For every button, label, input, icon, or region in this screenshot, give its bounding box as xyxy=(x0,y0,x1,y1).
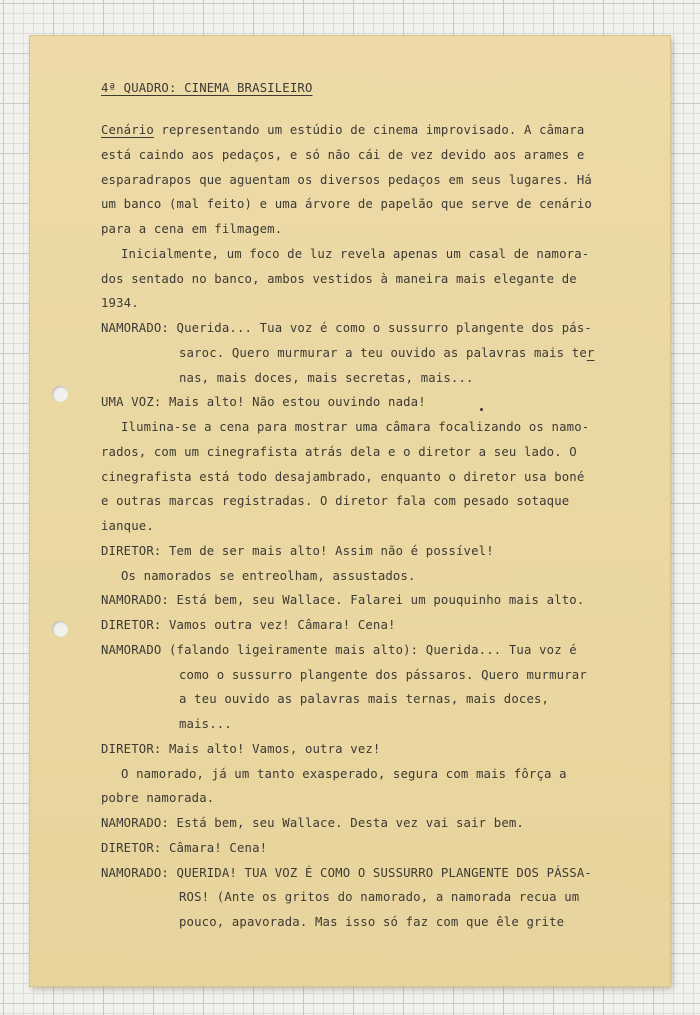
dialogue-line: NAMORADO (falando ligeiramente mais alto): Querida... Tua voz é xyxy=(101,643,577,657)
dialogue-line: mais... xyxy=(179,717,232,731)
dialogue-line: pouco, apavorada. Mas isso só faz com que êle grite xyxy=(179,915,565,929)
text-line: 1934. xyxy=(101,296,139,310)
dialogue-line: a teu ouvido as palavras mais ternas, mais doces, xyxy=(179,692,550,706)
text-line: para a cena em filmagem. xyxy=(101,222,283,236)
stage-direction: O namorado, já um tanto exasperado, segura com mais fôrça a xyxy=(121,767,567,781)
text-line: está caindo aos pedaços, e só não cái de vez devido aos arames e xyxy=(101,148,585,162)
text-line: Cenário representando um estúdio de cinema improvisado. A câmara xyxy=(101,123,585,137)
dialogue-line: UMA VOZ: Mais alto! Não estou ouvindo nada! xyxy=(101,395,426,409)
text-line: cinegrafista está todo desajambrado, enquanto o diretor usa boné xyxy=(101,470,585,484)
typewritten-page xyxy=(30,36,670,986)
ink-speck xyxy=(480,408,483,411)
stage-direction: pobre namorada. xyxy=(101,791,215,805)
scene-title: 4ª QUADRO: CINEMA BRASILEIRO xyxy=(101,81,313,95)
text-line: dos sentado no banco, ambos vestidos à maneira mais elegante de xyxy=(101,272,577,286)
dialogue-line: DIRETOR: Câmara! Cena! xyxy=(101,841,268,855)
dialogue-line: NAMORADO: QUERIDA! TUA VOZ É COMO O SUSSURRO PLANGENTE DOS PÁSSA- xyxy=(101,866,592,880)
text-line: rados, com um cinegrafista atrás dela e o diretor a seu lado. O xyxy=(101,445,577,459)
punch-hole xyxy=(52,621,68,637)
text-line: ianque. xyxy=(101,519,154,533)
dialogue-line: DIRETOR: Tem de ser mais alto! Assim não é possível! xyxy=(101,544,494,558)
dialogue-line: NAMORADO: Está bem, seu Wallace. Desta vez vai sair bem. xyxy=(101,816,524,830)
text-line: Inicialmente, um foco de luz revela apenas um casal de namora- xyxy=(121,247,590,261)
dialogue-line: nas, mais doces, mais secretas, mais... xyxy=(179,371,474,385)
text-line: Ilumina-se a cena para mostrar uma câmara focalizando os namo- xyxy=(121,420,590,434)
dialogue-line: NAMORADO: Está bem, seu Wallace. Falarei um pouquinho mais alto. xyxy=(101,593,585,607)
dialogue-line: ROS! (Ante os gritos do namorado, a namorada recua um xyxy=(179,890,580,904)
text-line: esparadrapos que aguentam os diversos pedaços em seus lugares. Há xyxy=(101,173,592,187)
stage-direction: Os namorados se entreolham, assustados. xyxy=(121,569,416,583)
text-line: um banco (mal feito) e uma árvore de papelão que serve de cenário xyxy=(101,197,592,211)
punch-hole xyxy=(52,386,68,402)
text-line: e outras marcas registradas. O diretor fala com pesado sotaque xyxy=(101,494,570,508)
dialogue-line: como o sussurro plangente dos pássaros. Quero murmurar xyxy=(179,668,587,682)
dialogue-line: DIRETOR: Mais alto! Vamos, outra vez! xyxy=(101,742,381,756)
dialogue-line: DIRETOR: Vamos outra vez! Câmara! Cena! xyxy=(101,618,396,632)
dialogue-line: sarос. Quero murmurar a teu ouvido as palavras mais ter xyxy=(179,346,595,360)
dialogue-line: NAMORADO: Querida... Tua voz é como o sussurro plangente dos pás- xyxy=(101,321,592,335)
